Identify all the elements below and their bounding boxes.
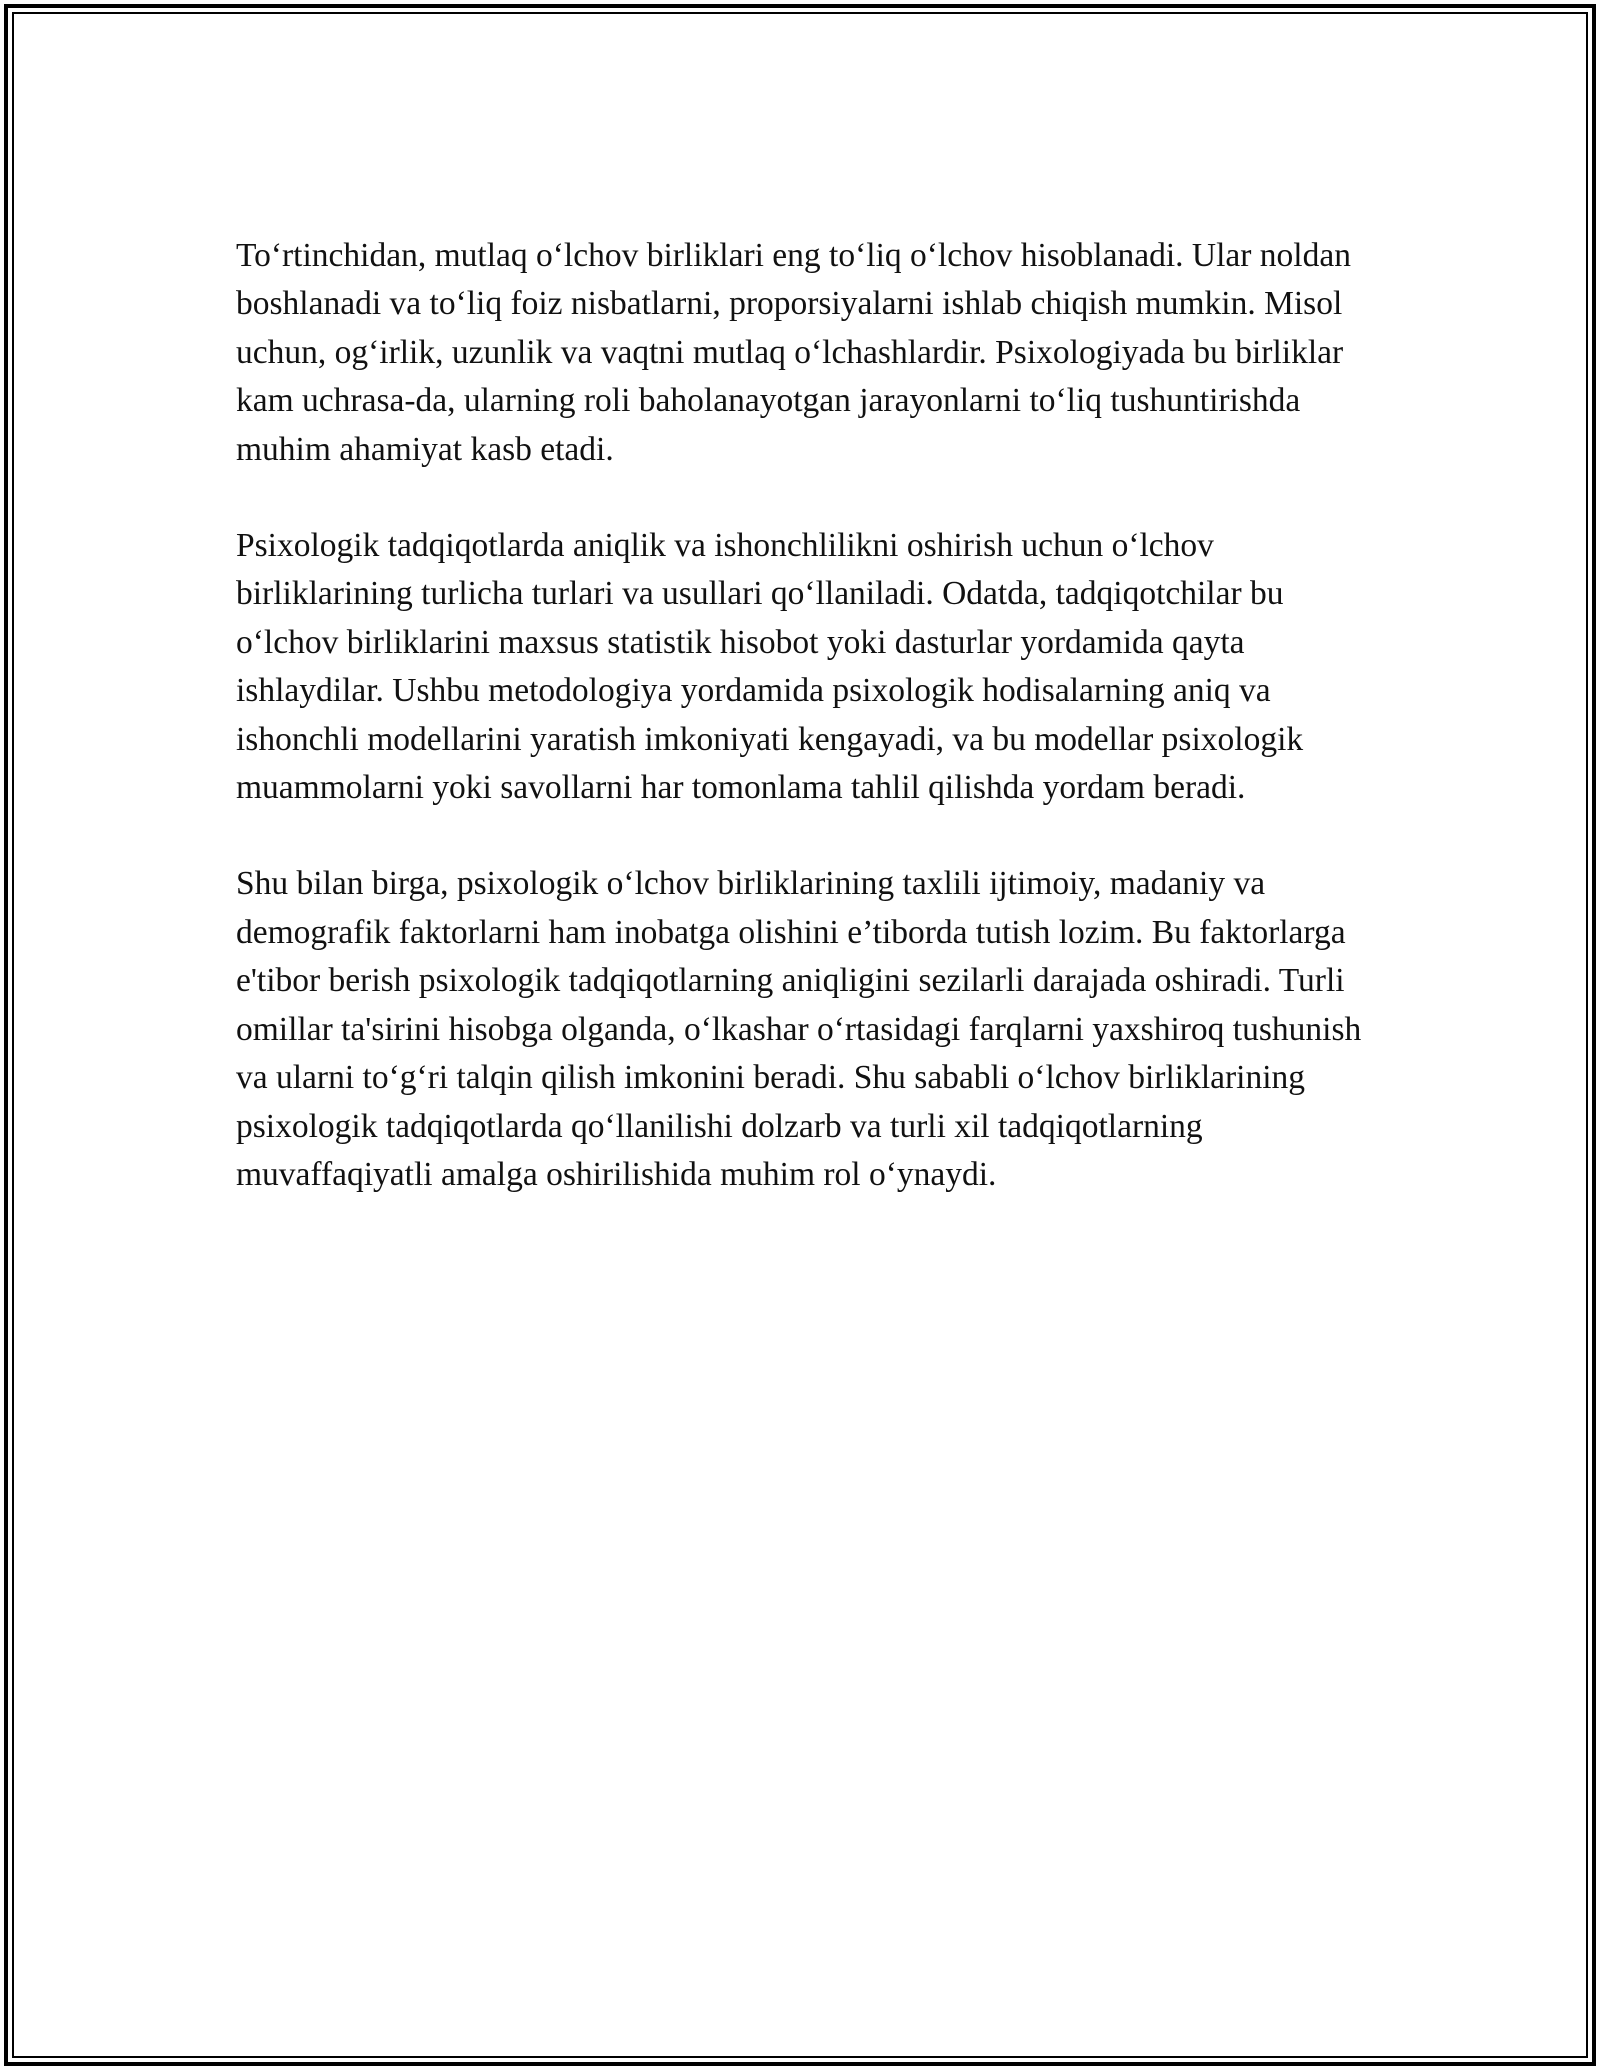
paragraph-1: To‘rtinchidan, mutlaq o‘lchov birliklari eng to‘liq o‘lchov hisoblanadi. Ular noldan boshlanadi va to‘liq foiz nisbatlarni, proporsiyalarni ishlab chiqish mumkin. Misol uchun, og‘irlik, uzunlik va vaqtni mutlaq o‘lchashlardir. Psixologiyada bu birliklar kam uchrasa-da, ularning roli baholanayotgan jarayonlarni to‘liq tushuntirishda muhim ahamiyat kasb etadi.: [236, 237, 1351, 468]
paragraph-2: Psixologik tadqiqotlarda aniqlik va ishonchlilikni oshirish uchun o‘lchov birliklarining turlicha turlari va usullari qo‘llaniladi. Odatda, tadqiqotchilar bu o‘lchov birliklarini maxsus statistik hisobot yoki dasturlar yordamida qayta ishlaydilar. Ushbu metodologiya yordamida psixologik hodisalarning aniq va ishonchli modellarini yaratish imkoniyati kengayadi, va bu modellar psixologik muammolarni yoki savollarni har tomonlama tahlil qilishda yordam beradi.: [236, 527, 1304, 807]
document-body: [236, 232, 1386, 1247]
paragraph-3: Shu bilan birga, psixologik o‘lchov birliklarining taxlili ijtimoiy, madaniy va demografik faktorlarni ham inobatga olishini e’tiborda tutish lozim. Bu faktorlarga e'tibor berish psixologik tadqiqotlarning aniqligini sezilarli darajada oshiradi. Turli omillar ta'sirini hisobga olganda, o‘lkashar o‘rtasidagi farqlarni yaxshiroq tushunish va ularni to‘g‘ri talqin qilish imkonini beradi. Shu sababli o‘lchov birliklarining psixologik tadqiqotlarda qo‘llanilishi dolzarb va turli xil tadqiqotlarning muvaffaqiyatli amalga oshirilishida muhim rol o‘ynaydi.: [236, 865, 1362, 1193]
